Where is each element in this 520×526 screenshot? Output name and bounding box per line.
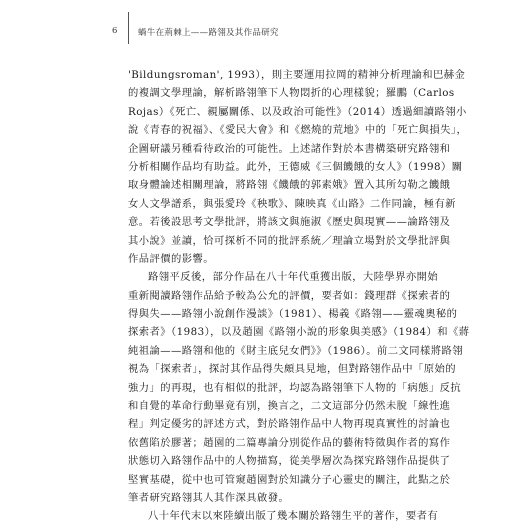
text-line: 女人文學譜系，與張愛玲《秧歌》、陳映真《山路》二作同論，極有新 (128, 197, 457, 210)
text-line: 和自覺的革命行動畢竟有別，換言之，二文這部分仍然未脫「線性進 (128, 400, 451, 413)
text-line: 探索者》（1983），以及趙園《路翎小說的形象與美感》（1984）和《蔣 (128, 326, 470, 339)
text-line: 說《青春的祝福》、《愛民大會》和《燃燒的荒地》中的「死亡與損失」， (128, 124, 468, 137)
text-line: 筆者研究路翎其人其作深具啟發。 (128, 491, 290, 504)
running-title: 蝸牛在荊棘上——路翎及其作品研究 (138, 28, 279, 38)
text-line: 作品評價的影響。 (128, 252, 214, 265)
page-number: 6 (112, 26, 118, 36)
text-line: 純祖論——路翎和他的《財主底兒女們》》（1986）。前二文同樣將路翎 (128, 344, 463, 357)
text-line: 得與失——路翎小說創作漫談》（1981）、楊義《路翎——靈魂奧秘的 (128, 308, 458, 321)
text-line: 其小說》並讀，恰可探析不同的批評系統／理論立場對於文學批評與 (128, 234, 451, 247)
text-line: 堅實基礎，從中也可管窺趙園對於知識分子心靈史的關注，此點之於 (128, 473, 451, 486)
text-line: 的複調文學理論，解析路翎筆下人物悶折的心理樣貌；羅鵬（Carlos (128, 87, 455, 100)
text-line: 視為「探索者」，探討其作品得失頗具見地，但對路翎作品中「原始的 (128, 363, 457, 376)
page-header (0, 0, 520, 44)
text-line: 強力」的再現，也有相似的批評，均認為路翎筆下人物的「病態」反抗 (128, 381, 462, 394)
text-line: 路翎平反後，部分作品在八十年代重獲出版，大陸學界亦開始 (148, 271, 439, 284)
text-line: 狀態切入路翎作品中的人物描寫，從美學層次為探究路翎作品提供了 (128, 455, 451, 468)
body-text (128, 66, 470, 526)
text-line: 意。若後設思考文學批評，將該文與施淑《歷史與現實——論路翎及 (128, 216, 451, 229)
text-line: 依舊陷於膠著；趙園的二篇專論分別從作品的藝術特徵與作者的寫作 (128, 436, 451, 449)
text-line: 重新閱讀路翎作品給予較為公允的評價，要者如：錢理群《探索者的 (128, 289, 451, 302)
text-line: 企圖研議另種看待政治的可能性。上述諸作對於本書構築研究路翎和 (128, 142, 451, 155)
text-line: 'Bildungsroman', 1993），則主要運用拉岡的精神分析理論和巴赫金 (128, 69, 466, 81)
text-line: 八十年代末以來陸續出版了幾本關於路翎生平的著作，要者有 (148, 510, 439, 523)
header-divider (128, 12, 129, 44)
text-line: 取身體論述相關理論，將路翎《饑餓的郭素娥》置入其所勾勒之饑餓 (128, 179, 451, 192)
text-line: 程」判定優劣的評述方式，對於路翎作品中人物再現真實性的討論也 (128, 418, 451, 431)
text-line: Rojas）《死亡、親屬關係、以及政治可能性》（2014）透過細讀路翎小 (128, 105, 467, 118)
text-line: 分析相關作品均有助益。此外，王德威《三個饑餓的女人》（1998）關 (128, 160, 463, 173)
